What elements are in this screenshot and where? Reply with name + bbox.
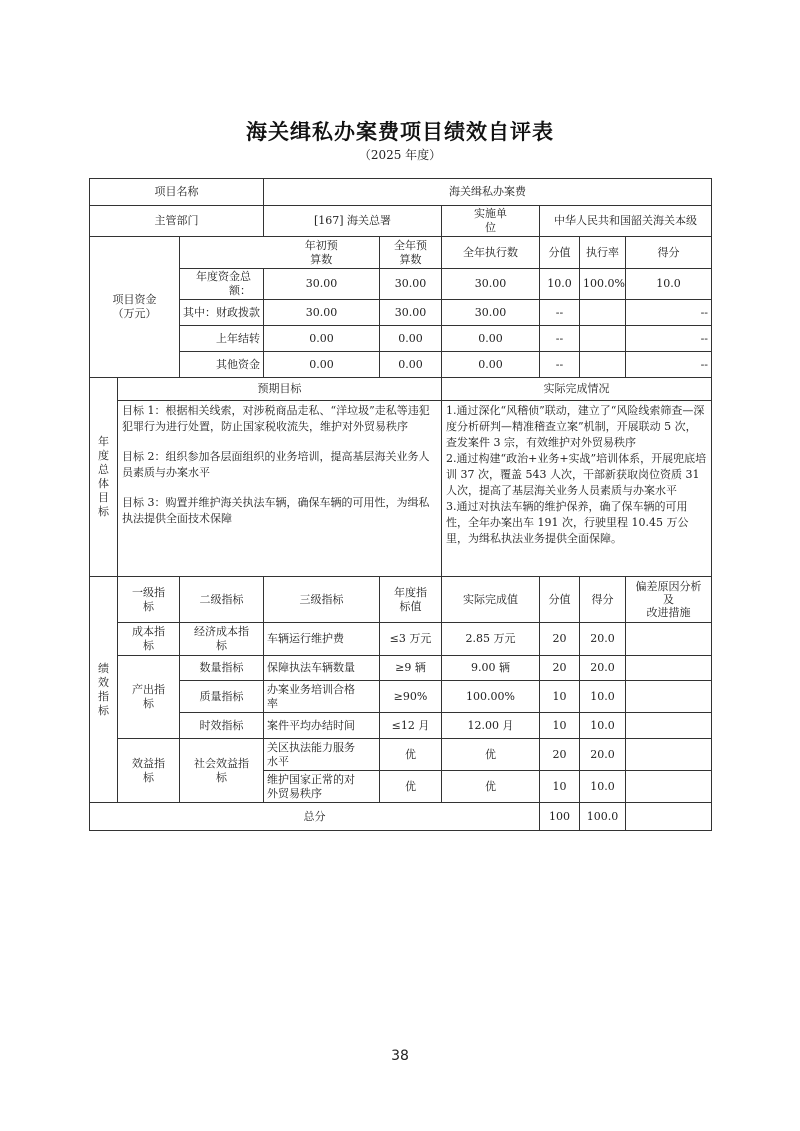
indicators-header-deviation: 偏差原因分析 及 改进措施 <box>626 577 712 623</box>
funds-section-label: 项目资金 （万元） <box>90 237 180 378</box>
indicator-level3: 车辆运行维护费 <box>264 623 380 656</box>
funds-row-full-budget: 0.00 <box>380 326 442 352</box>
indicator-target: ≤12 月 <box>380 713 442 739</box>
funds-header-budget: 年初预 算数 <box>264 237 380 269</box>
indicator-deviation <box>626 623 712 656</box>
indicator-actual: 100.00% <box>442 681 540 713</box>
funds-row <box>90 352 712 378</box>
indicator-score: 20.0 <box>580 623 626 656</box>
indicators-section-label: 绩 效 指 标 <box>90 577 118 803</box>
indicator-score-value: 20 <box>540 623 580 656</box>
indicator-actual: 9.00 辆 <box>442 656 540 681</box>
indicator-score: 10.0 <box>580 713 626 739</box>
indicator-level2: 时效指标 <box>180 713 264 739</box>
funds-row-exec-rate <box>580 352 626 378</box>
indicator-actual: 12.00 月 <box>442 713 540 739</box>
impl-unit-value: 中华人民共和国韶关海关本级 <box>540 206 712 237</box>
indicator-level2: 质量指标 <box>180 681 264 713</box>
funds-row-label: 上年结转 <box>180 326 264 352</box>
funds-row <box>90 300 712 326</box>
indicator-row <box>90 681 712 713</box>
indicators-header-level1: 一级指 标 <box>118 577 180 623</box>
indicator-level2: 经济成本指 标 <box>180 623 264 656</box>
funds-row-budget: 0.00 <box>264 326 380 352</box>
indicator-level3: 关区执法能力服务 水平 <box>264 739 380 771</box>
indicator-deviation <box>626 739 712 771</box>
funds-row-score: -- <box>626 326 712 352</box>
total-label: 总分 <box>90 803 540 831</box>
indicator-group-benefit: 效益指 标 <box>118 739 180 803</box>
indicator-level2: 社会效益指 标 <box>180 739 264 803</box>
page-number: 38 <box>391 1048 409 1064</box>
indicator-score-value: 10 <box>540 713 580 739</box>
indicator-group-cost: 成本指 标 <box>118 623 180 656</box>
funds-row-executed: 0.00 <box>442 326 540 352</box>
indicator-score: 20.0 <box>580 656 626 681</box>
goals-actual-cell: 1.通过深化“风稽侦”联动，建立了“风险线索筛查—深度分析研判—精准稽查立案”机制，开展联动 5 次，查发案件 3 宗，有效维护对外贸易秩序 2.通过构建“政治+业务+实战”培训体系，开展兜底培训 37 次，覆盖 543 人次，干部新获取岗位资质 31 人次，提高了基层海关业务人员素质与办案水平 3.通过对执法车辆的维护保养，确了保车辆的可用性，全年办案出车 191 次，行驶里程 10.45 万公里，为缉私执法业务提供全面保障。 <box>442 401 712 577</box>
indicator-level2: 数量指标 <box>180 656 264 681</box>
funds-row-full-budget: 30.00 <box>380 269 442 300</box>
indicator-level3: 办案业务培训合格 率 <box>264 681 380 713</box>
indicator-target: ≥90% <box>380 681 442 713</box>
indicator-score: 20.0 <box>580 739 626 771</box>
goal-item: 目标 3：购置并维护海关执法车辆，确保车辆的可用性，为缉私执法提供全面技术保障 <box>122 496 430 525</box>
indicators-header-level3: 三级指标 <box>264 577 380 623</box>
funds-header-full-budget: 全年预 算数 <box>380 237 442 269</box>
page-title: 海关缉私办案费项目绩效自评表 <box>246 120 554 144</box>
funds-row-full-budget: 0.00 <box>380 352 442 378</box>
indicator-score-value: 10 <box>540 771 580 803</box>
indicator-actual: 2.85 万元 <box>442 623 540 656</box>
indicator-level3: 维护国家正常的对 外贸易秩序 <box>264 771 380 803</box>
goal-item: 目标 2：组织参加各层面组织的业务培训，提高基层海关业务人员素质与办案水平 <box>122 450 430 479</box>
indicators-header-level2: 二级指标 <box>180 577 264 623</box>
funds-header-blank <box>180 237 264 269</box>
indicator-target: 优 <box>380 739 442 771</box>
indicator-deviation <box>626 771 712 803</box>
goals-content-row <box>90 401 712 577</box>
funds-row-score-value: 10.0 <box>540 269 580 300</box>
indicators-header-row <box>90 577 712 623</box>
funds-row-exec-rate <box>580 300 626 326</box>
indicator-level3: 保障执法车辆数量 <box>264 656 380 681</box>
goals-expected-cell <box>118 401 442 577</box>
funds-row-full-budget: 30.00 <box>380 300 442 326</box>
performance-table <box>89 178 712 831</box>
page-subtitle: （2025 年度） <box>358 148 442 162</box>
funds-row-executed: 30.00 <box>442 269 540 300</box>
total-score: 100.0 <box>580 803 626 831</box>
funds-row-executed: 0.00 <box>442 352 540 378</box>
total-score-value: 100 <box>540 803 580 831</box>
funds-header-executed: 全年执行数 <box>442 237 540 269</box>
goals-expected-header: 预期目标 <box>118 378 442 401</box>
funds-row-score: -- <box>626 300 712 326</box>
department-value: [167] 海关总署 <box>264 206 442 237</box>
funds-row-label: 其他资金 <box>180 352 264 378</box>
indicator-row <box>90 713 712 739</box>
indicator-score-value: 20 <box>540 656 580 681</box>
funds-row-executed: 30.00 <box>442 300 540 326</box>
indicator-actual: 优 <box>442 739 540 771</box>
funds-row-score-value: -- <box>540 352 580 378</box>
funds-row-score: 10.0 <box>626 269 712 300</box>
indicator-row <box>90 656 712 681</box>
impl-unit-label: 实施单 位 <box>442 206 540 237</box>
indicator-deviation <box>626 681 712 713</box>
indicator-row <box>90 739 712 771</box>
funds-row-score: -- <box>626 352 712 378</box>
indicator-score: 10.0 <box>580 771 626 803</box>
indicator-level3: 案件平均办结时间 <box>264 713 380 739</box>
indicator-row <box>90 623 712 656</box>
funds-row-budget: 30.00 <box>264 269 380 300</box>
funds-header-score: 得分 <box>626 237 712 269</box>
indicator-score: 10.0 <box>580 681 626 713</box>
indicator-target: 优 <box>380 771 442 803</box>
project-name-value: 海关缉私办案费 <box>264 179 712 206</box>
goals-actual-header: 实际完成情况 <box>442 378 712 401</box>
funds-row <box>90 326 712 352</box>
funds-row-score-value: -- <box>540 326 580 352</box>
indicators-header-score: 得分 <box>580 577 626 623</box>
funds-header-row <box>90 237 712 269</box>
total-row <box>90 803 712 831</box>
indicator-deviation <box>626 713 712 739</box>
indicators-header-score-value: 分值 <box>540 577 580 623</box>
indicator-actual: 优 <box>442 771 540 803</box>
funds-row-label: 年度资金总额： <box>180 269 264 300</box>
indicator-group-output: 产出指 标 <box>118 656 180 739</box>
funds-row-exec-rate <box>580 326 626 352</box>
department-label: 主管部门 <box>90 206 264 237</box>
funds-row-score-value: -- <box>540 300 580 326</box>
funds-row-exec-rate: 100.0% <box>580 269 626 300</box>
indicator-score-value: 20 <box>540 739 580 771</box>
goal-item: 目标 1：根据相关线索，对涉税商品走私、“洋垃圾”走私等违犯犯罪行为进行处置，防止国家税收流失，维护对外贸易秩序 <box>122 404 430 433</box>
funds-header-exec-rate: 执行率 <box>580 237 626 269</box>
funds-row-label: 其中：财政拨款 <box>180 300 264 326</box>
project-name-row <box>90 179 712 206</box>
funds-row-budget: 30.00 <box>264 300 380 326</box>
indicator-deviation <box>626 656 712 681</box>
indicators-header-actual: 实际完成值 <box>442 577 540 623</box>
project-name-label: 项目名称 <box>90 179 264 206</box>
goals-header-row <box>90 378 712 401</box>
funds-row <box>90 269 712 300</box>
indicator-target: ≥9 辆 <box>380 656 442 681</box>
department-row <box>90 206 712 237</box>
indicator-target: ≤3 万元 <box>380 623 442 656</box>
total-deviation <box>626 803 712 831</box>
indicators-header-target: 年度指 标值 <box>380 577 442 623</box>
funds-header-score-value: 分值 <box>540 237 580 269</box>
indicator-score-value: 10 <box>540 681 580 713</box>
goals-section-label: 年 度 总 体 目 标 <box>90 378 118 577</box>
funds-row-budget: 0.00 <box>264 352 380 378</box>
